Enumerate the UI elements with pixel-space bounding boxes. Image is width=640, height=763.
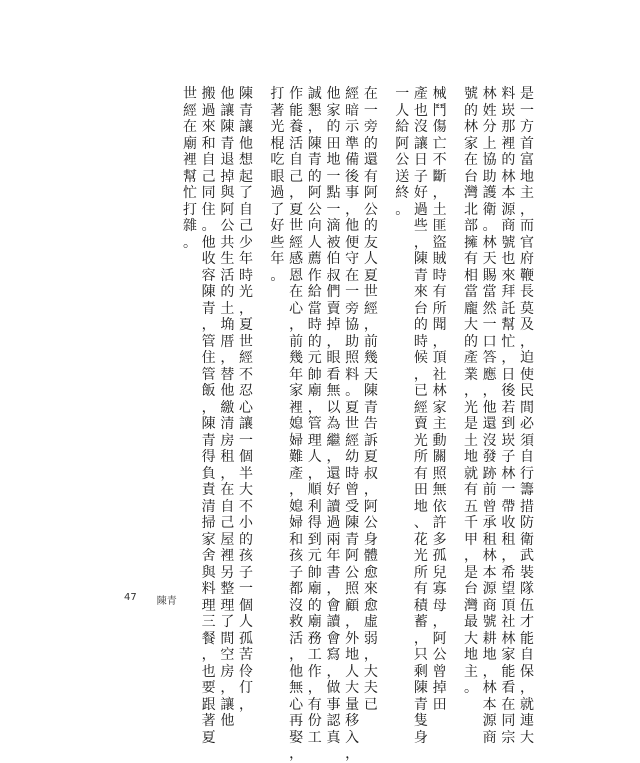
paragraph-gap: [382, 86, 392, 548]
text-column: 林 姓 分 上 協 助 護 衛 。 林 天 賜 當 然 一 口 答 應 ， 他 還 沒 發 跡 前 曾 承 租 林 本 源 商 號 耕 地 ， 林 本 源 商: [482, 86, 497, 746]
page-footer: [124, 592, 177, 607]
text-column: 一 人 給 阿 公 送 終 。: [395, 86, 410, 218]
running-title: 陳青: [156, 596, 177, 607]
page-number: 47: [124, 592, 137, 603]
text-column: 號 的 林 家 在 台 灣 北 部 擁 有 相 當 龐 大 的 產 業 ， 光 是 土 地 就 有 五 千 甲 ， 是 台 灣 最 大 地 主 。: [463, 86, 478, 696]
paragraph-gap: [257, 86, 267, 548]
text-column: 他 家 的 田 地 一 點 一 滴 被 伯 叔 們 賣 掉 ， 眼 看 無 以 為 繼 ， 還 好 讀 過 兩 年 書 ， 會 讀 會 寫 ， 做 事 認 真: [326, 86, 341, 746]
text-column: 械 鬥 傷 亡 不 斷 ， 土 匪 盜 賊 時 有 所 聞 ， 頂 社 林 家 主 動 關 照 無 依 許 多 孤 兒 寡 母 ， 阿 公 曾 掉 田: [432, 86, 447, 713]
text-column: 他 讓 陳 青 退 掉 與 阿 公 共 生 活 的 土 埆 厝 ， 替 他 繳 清 房 租 ， 在 自 己 屋 裡 另 整 理 了 間 空 房 ， 讓 他: [220, 86, 235, 729]
text-column: 世 經 在 廟 裡 幫 忙 打 雜 。: [182, 86, 197, 251]
text-column: 產 也 沒 讓 日 子 好 過 些 ， 陳 青 來 台 的 時 候 ， 已 經 賣 光 所 有 田 地 、 花 光 所 有 積 蓄 ， 只 剩 陳 青 隻 身: [413, 86, 428, 746]
text-column: 打 著 光 棍 吃 眼 過 了 好 些 年 。: [270, 86, 285, 284]
text-column: 在 一 旁 的 還 有 阿 公 的 友 人 夏 世 經 ， 前 幾 天 陳 青 告 訴 夏 叔 ， 阿 公 身 體 愈 來 愈 虛 弱 ， 大 夫 已: [363, 86, 378, 713]
text-column: 經 暗 示 準 備 後 事 ， 他 便 守 在 一 旁 協 助 照 料 。 夏 世 經 幼 時 曾 受 陳 青 阿 公 照 顧 ， 外 地 人 大 量 移 入 ，: [345, 86, 360, 762]
text-column: 是 一 方 首 富 地 主 ， 而 官 府 鞭 長 莫 及 ， 迫 使 民 間 必 須 自 行 籌 措 防 衛 武 裝 隊 伍 才 能 自 保 ， 就 連 大: [520, 86, 534, 746]
text-column: 誠 懇 ， 陳 青 的 阿 公 向 人 薦 作 給 當 時 的 元 帥 廟 ， 管 理 人 ， 順 利 得 到 元 帥 廟 的 廟 務 工 作 ， 有 份 工: [307, 86, 322, 746]
text-column: 作 能 養 活 自 己 ， 夏 世 經 感 恩 在 心 ， 前 幾 年 家 裡 媳 婦 難 產 ， 媳 婦 和 孩 子 都 沒 救 活 ， 他 無 心 再 娶 ，: [289, 86, 304, 762]
text-column: 陳 青 讓 他 想 起 了 自 己 少 年 時 光 ， 夏 世 經 不 忍 心 讓 一 個 半 大 不 小 的 孩 子 一 個 人 孤 苦 伶 仃 ，: [239, 86, 253, 713]
text-column: 料 崁 那 裡 的 林 本 源 商 號 也 來 拜 託 幫 忙 ， 日 後 若 到 崁 子 林 一 帶 收 租 ， 希 望 頂 社 林 家 能 看 在 同 宗: [501, 86, 516, 746]
paragraph-gap: [450, 86, 460, 548]
text-column: 搬 過 來 和 自 己 同 住 。 他 收 容 陳 青 ， 管 住 管 飯 ， 陳 青 得 負 責 清 掃 家 舍 與 料 理 三 餐 ， 也 要 跟 著 夏: [201, 86, 216, 746]
